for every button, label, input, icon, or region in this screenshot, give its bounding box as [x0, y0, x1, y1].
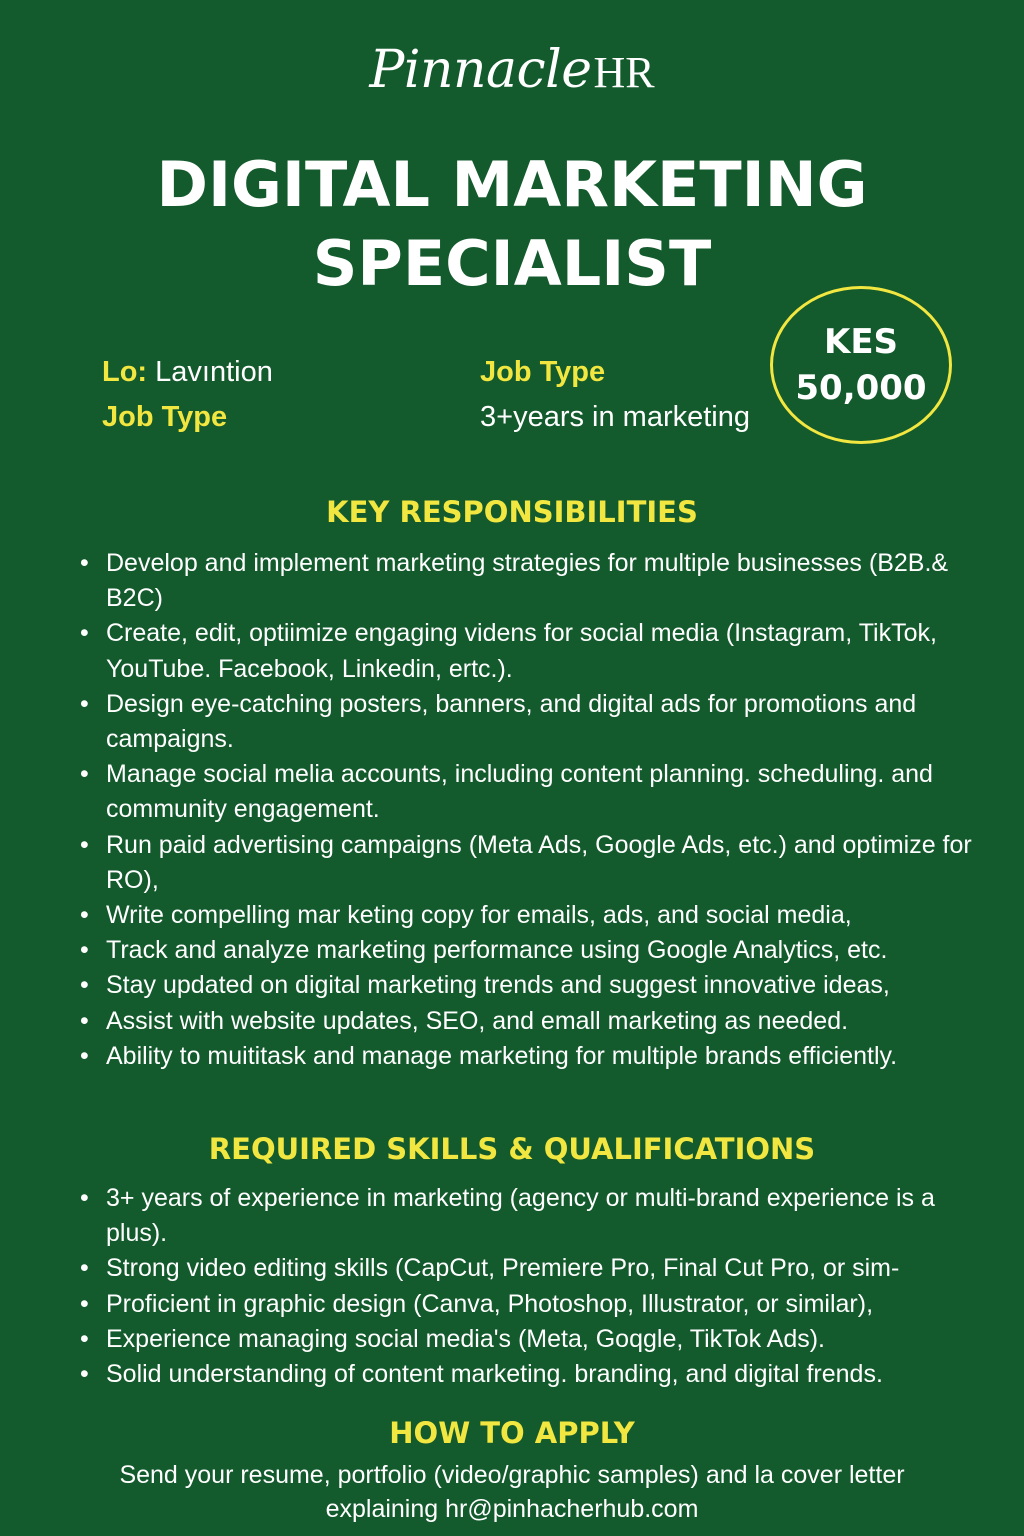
list-item: • Track and analyze marketing performance using Google Analytics, etc. — [80, 933, 1000, 968]
location-row — [102, 354, 273, 390]
salary-currency: KES — [823, 322, 899, 362]
responsibilities-list — [80, 546, 1000, 1074]
list-item: • Write compelling mar keting copy for emails, ads, and social media, — [80, 898, 1000, 933]
job-title-line-1: DIGITAL MARKETING — [156, 148, 868, 221]
list-item: • Strong video editing skills (CapCut, Premiere Pro, Final Cut Pro, or sim- — [80, 1251, 1000, 1286]
experience-value: 3+years in marketing — [480, 401, 750, 433]
list-item: • Assist with website updates, SEO, and emall marketing as needed. — [80, 1004, 1000, 1039]
list-item: • Proficient in graphic design (Canva, Photoshop, Illustrator, or similar), — [80, 1287, 1000, 1322]
location-value: Lavıntion — [155, 356, 273, 388]
list-item: • Manage social melia accounts, including content planning. scheduling. and community engagement. — [80, 757, 1000, 827]
list-item: • 3+ years of experience in marketing (agency or multi-brand experience is a plus). — [80, 1181, 1000, 1251]
location-label: Lo: — [102, 356, 148, 388]
salary-badge — [770, 286, 952, 444]
list-item: • Experience managing social media's (Meta, Goqgle, TikTok Ads). — [80, 1322, 1000, 1357]
list-item: • Solid understanding of content marketing. branding, and digital frends. — [80, 1357, 1000, 1392]
skills-heading: REQUIRED SKILLS & QUALIFICATIONS — [208, 1132, 816, 1166]
company-logo — [0, 40, 1024, 100]
logo-suffix-text: HR — [593, 48, 655, 97]
list-item: • Design eye-catching posters, banners, and digital ads for promotions and campaigns. — [80, 687, 1000, 757]
apply-instructions-line-1: Send your resume, portfolio (video/graphic samples) and la cover letter — [119, 1461, 905, 1489]
skills-list — [80, 1181, 1000, 1392]
list-item: • Develop and implement marketing strategies for multiple businesses (B2B.& B2C) — [80, 546, 1000, 616]
responsibilities-heading: KEY RESPONSIBILITIES — [326, 495, 698, 529]
job-type-label-left: Job Type — [102, 401, 228, 433]
apply-email-line: explaining hr@pinhacherhub.com — [325, 1495, 699, 1523]
job-type-label-right: Job Type — [480, 356, 606, 388]
logo-script-text: Pinnacle — [369, 40, 592, 100]
list-item: • Create, edit, optiimize engaging videns for social media (Instagram, TikTok, YouTube. Facebook, Linkedin, ertc.). — [80, 616, 1000, 686]
list-item: • Run paid advertising campaigns (Meta Ads, Google Ads, etc.) and optimize for RO), — [80, 828, 1000, 898]
job-title-line-2: SPECIALIST — [312, 227, 712, 300]
list-item: • Stay updated on digital marketing trends and suggest innovative ideas, — [80, 968, 1000, 1003]
how-to-apply-heading: HOW TO APPLY — [389, 1416, 635, 1450]
list-item: • Ability to muititask and manage marketing for multiple brands efficiently. — [80, 1039, 1000, 1074]
salary-amount: 50,000 — [795, 368, 927, 408]
